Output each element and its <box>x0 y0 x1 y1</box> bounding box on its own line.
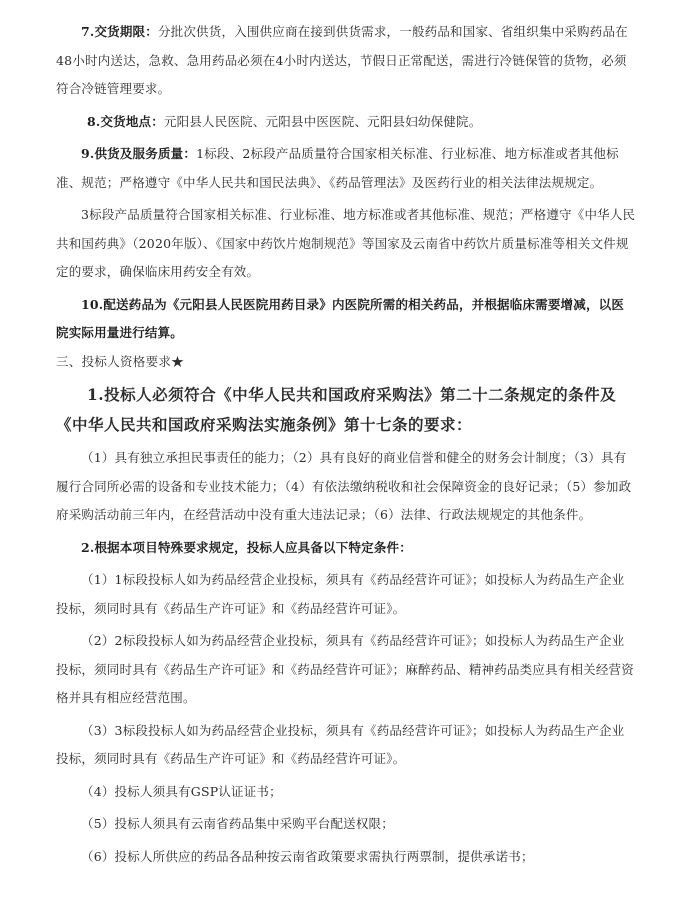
requirement-2-item: （6）投标人所供应的药品各品种按云南省政策要求需执行两票制，提供承诺书； <box>81 848 534 864</box>
requirement-1-title: 1.投标人必须符合《中华人民共和国政府采购法》第二十二条规定的条件及《中华人民共和国政府采购法实施条例》第十七条的要求： <box>56 385 617 434</box>
item-8-paragraph <box>56 108 636 137</box>
requirement-2-title: 2.根据本项目特殊要求规定，投标人应具备以下特定条件： <box>81 539 412 555</box>
item-7-label: 7.交货期限： <box>81 24 158 39</box>
item-9-paragraph <box>56 140 636 197</box>
requirement-2-item: （3）3标段投标人如为药品经营企业投标，须具有《药品经营许可证》；如投标人为药品生产企业投标，须同时具有《药品生产许可证》和《药品经营许可证》。 <box>56 722 625 766</box>
requirement-2-item: （4）投标人须具有GSP认证证书； <box>81 783 282 799</box>
requirement-2-item: （2）2标段投标人如为药品经营企业投标，须具有《药品经营许可证》；如投标人为药品生产企业投标，须同时具有《药品生产许可证》和《药品经营许可证》；麻醉药品、精神药品类应具有相关经营资格并具有相应经营范围。 <box>56 633 634 705</box>
item-7-text: 分批次供货，入围供应商在接到供货需求，一般药品和国家、省组织集中采购药品在48小时内送达，急救、急用药品必须在4小时内送达，节假日正常配送，需进行冷链保管的货物，必须符合冷链管理要求。 <box>56 24 628 96</box>
item-7-paragraph <box>56 18 636 104</box>
item-9-label: 9.供货及服务质量： <box>81 146 197 161</box>
requirement-1-text: （1）具有独立承担民事责任的能力；（2）具有良好的商业信誉和健全的财务会计制度；（3）具有履行合同所必需的设备和专业技术能力；（4）有依法缴纳税收和社会保障资金的良好记录；（5）参加政府采购活动前三年内，在经营活动中没有重大违法记录；（6）法律、行政法规规定的其他条件。 <box>56 450 632 522</box>
requirement-2-item: （1）1标段投标人如为药品经营企业投标，须具有《药品经营许可证》；如投标人为药品生产企业投标，须同时具有《药品生产许可证》和《药品经营许可证》。 <box>56 572 625 616</box>
item-8-label: 8.交货地点： <box>87 113 164 129</box>
item-9-paragraph-2: 3标段产品质量符合国家相关标准、行业标准、地方标准或者其他标准、规范；严格遵守《中华人民共和国药典》（2020年版）、《国家中药饮片炮制规范》等国家及云南省中药饮片质量标准等相关文件规定的要求，确保临床用药安全有效。 <box>56 207 636 279</box>
section-3-title: 三、投标人资格要求★ <box>56 353 185 369</box>
requirement-2-item: （5）投标人须具有云南省药品集中采购平台配送权限； <box>81 816 394 831</box>
item-8-text: 元阳县人民医院、元阳县中医医院、元阳县妇幼保健院。 <box>163 113 482 129</box>
item-10-paragraph: 10.配送药品为《元阳县人民医院用药目录》内医院所需的相关药品，并根据临床需要增减，以医院实际用量进行结算。 <box>56 296 625 340</box>
item-9-text: 1标段、2标段产品质量符合国家相关标准、行业标准、地方标准或者其他标准、规范；严格遵守《中华人民共和国民法典》、《药品管理法》及医药行业的相关法律法规规定。 <box>56 146 619 190</box>
